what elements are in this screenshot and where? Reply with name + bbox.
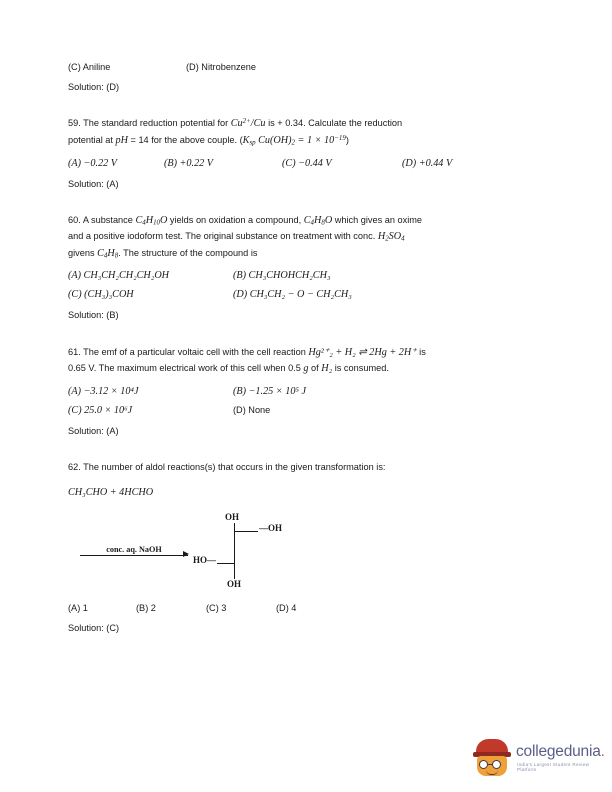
q59-option-a[interactable]: (A) −0.22 V bbox=[68, 157, 118, 169]
q59-formula-cu: $Cu^{2+}/Cu$ bbox=[230, 118, 266, 130]
q59-ph: pH bbox=[115, 134, 128, 146]
mouth-icon bbox=[486, 770, 498, 775]
mascot-face bbox=[477, 756, 507, 776]
glasses-bridge-icon bbox=[488, 764, 492, 765]
q61-l2-text3: is consumed. bbox=[332, 363, 389, 374]
q60-c4h8: $C_4H_8$ bbox=[97, 247, 119, 260]
q59-solution: Solution: (A) bbox=[68, 178, 119, 189]
q59-text-1: 59. The standard reduction potential for bbox=[68, 118, 231, 129]
logo-tagline: India's Largest Student Review Platform bbox=[517, 762, 590, 772]
spacer bbox=[68, 323, 540, 345]
q60-option-b[interactable]: (B) CH₃CHOHCH₂CH₃ bbox=[233, 270, 331, 282]
question-59-line-2 bbox=[68, 133, 540, 150]
question-61-options-row-1 bbox=[68, 386, 540, 397]
q62-option-b[interactable]: (B) 2 bbox=[136, 602, 156, 613]
q60-l3-text1: givens bbox=[68, 247, 98, 258]
q61-l2-text2: of bbox=[308, 363, 322, 374]
question-62 bbox=[68, 460, 540, 635]
q62-option-a[interactable]: (A) 1 bbox=[68, 602, 88, 613]
logo-wordmark bbox=[516, 743, 605, 761]
q61-text-2: is bbox=[416, 346, 426, 357]
question-61-line-2 bbox=[68, 361, 540, 378]
q61-option-c[interactable]: (C) 25.0 × 10⁶J bbox=[68, 404, 133, 416]
question-60-line-1 bbox=[68, 213, 540, 230]
q59-l2-text1: potential at bbox=[68, 134, 116, 145]
product-structure bbox=[194, 511, 374, 603]
q59-l2-text2: = 14 for the above couple. ( bbox=[127, 134, 243, 145]
q62-solution: Solution: (C) bbox=[68, 622, 120, 633]
q61-h2: H₂ bbox=[321, 363, 333, 375]
q60-solution: Solution: (B) bbox=[68, 310, 119, 321]
q59-option-c[interactable]: (C) −0.44 V bbox=[282, 157, 332, 169]
q59-ksp: $K_{sp}$ $Cu(OH)_2 = 1 \times 10^{-19}$ bbox=[242, 134, 346, 147]
question-59-line-1 bbox=[68, 116, 540, 133]
q60-h2so4: $H_2SO_4$ bbox=[377, 231, 405, 243]
reaction-arrow bbox=[80, 545, 188, 556]
label-oh-bottom: OH bbox=[227, 578, 242, 589]
q60-text-3: which gives an oxime bbox=[332, 214, 423, 225]
q60-text-2: yields on oxidation a compound, bbox=[167, 214, 304, 225]
label-ho-left: HO— bbox=[193, 554, 217, 565]
document-content bbox=[68, 62, 540, 635]
q60-option-d[interactable]: (D) CH₃CH₂ − O − CH₂CH₃ bbox=[233, 289, 352, 301]
question-60 bbox=[68, 213, 540, 323]
question-59-options bbox=[68, 158, 540, 169]
label-oh-top: OH bbox=[225, 511, 240, 522]
q61-option-d[interactable]: (D) None bbox=[233, 404, 271, 415]
q62-reactant: CH₃CHO + 4HCHO bbox=[68, 486, 154, 498]
mascot-icon bbox=[472, 739, 512, 779]
question-60-line-3 bbox=[68, 246, 540, 263]
option-c[interactable]: (C) Aniline bbox=[68, 62, 111, 72]
q61-solution: Solution: (A) bbox=[68, 425, 119, 436]
q61-gram: g bbox=[303, 363, 309, 375]
arrow-line bbox=[80, 555, 188, 556]
q61-l2-text1: 0.65 V. The maximum electrical work of this cell when 0.5 bbox=[68, 363, 304, 374]
arrow-head-icon bbox=[183, 551, 189, 557]
reagent-label: conc. aq. NaOH bbox=[106, 544, 162, 554]
q59-l2-text3: ) bbox=[345, 134, 349, 145]
solution-text: Solution: (D) bbox=[68, 82, 120, 92]
label-oh-right: —OH bbox=[259, 522, 283, 533]
question-61-line-1 bbox=[68, 345, 540, 362]
q62-option-c[interactable]: (C) 3 bbox=[206, 602, 227, 613]
q59-text-2: is + 0.34. Calculate the reduction bbox=[265, 118, 403, 129]
q59-option-b[interactable]: (B) +0.22 V bbox=[164, 157, 214, 169]
q60-option-c[interactable]: (C) (CH₃)₃COH bbox=[68, 289, 134, 301]
top-partial-options bbox=[68, 62, 540, 72]
spacer bbox=[68, 438, 540, 460]
logo-brand-text: collegedunia bbox=[516, 743, 601, 760]
question-60-options-row-2 bbox=[68, 289, 540, 300]
q60-option-a[interactable]: (A) CH₃CH₂CH₂CH₂OH bbox=[68, 270, 170, 282]
q60-l2-text: and a positive iodoform test. The original substance on treatment with conc. bbox=[68, 231, 378, 242]
q62-option-d[interactable]: (D) 4 bbox=[276, 602, 297, 613]
question-60-options-row-1 bbox=[68, 270, 540, 281]
eye-left-icon bbox=[479, 760, 488, 769]
collegedunia-logo[interactable] bbox=[472, 737, 605, 783]
question-61 bbox=[68, 345, 540, 438]
bond-vertical-center bbox=[234, 531, 235, 577]
q60-l3-text2: . The structure of the compound is bbox=[118, 247, 258, 258]
question-59 bbox=[68, 116, 540, 191]
q61-reaction: Hg²⁺₂ + H₂ ⇌ 2Hg + 2H⁺ bbox=[308, 346, 417, 358]
q60-formula-2: $C_4H_8O$ bbox=[303, 214, 333, 227]
spacer bbox=[68, 191, 540, 213]
eye-right-icon bbox=[492, 760, 501, 769]
q60-formula-1: $C_4H_{10}O$ bbox=[135, 214, 168, 227]
question-62-options bbox=[68, 603, 540, 613]
q61-text-1: 61. The emf of a particular voltaic cell with the cell reaction bbox=[68, 346, 309, 357]
q61-option-a[interactable]: (A) −3.12 × 10⁴J bbox=[68, 385, 139, 397]
q62-reaction-scheme bbox=[74, 511, 540, 603]
spacer bbox=[68, 94, 540, 116]
q61-option-b[interactable]: (B) −1.25 × 10⁵ J bbox=[233, 385, 307, 397]
question-61-options-row-2 bbox=[68, 405, 540, 416]
question-62-line-1: 62. The number of aldol reactions(s) that occurs in the given transformation is: bbox=[68, 461, 386, 472]
q60-text-1: 60. A substance bbox=[68, 214, 136, 225]
q59-option-d[interactable]: (D) +0.44 V bbox=[402, 157, 453, 169]
question-60-line-2 bbox=[68, 229, 540, 246]
logo-brand-dot: . bbox=[600, 743, 605, 760]
option-d[interactable]: (D) Nitrobenzene bbox=[186, 62, 256, 72]
